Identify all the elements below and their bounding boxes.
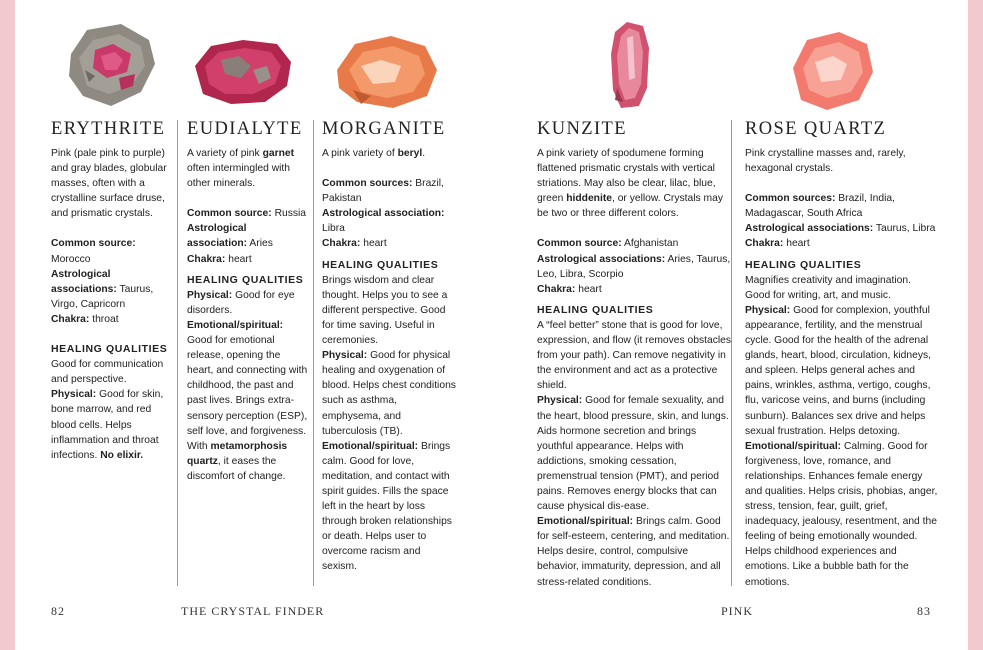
crystal-description: A variety of pink garnet often intermingled with other minerals. <box>187 148 295 190</box>
crystal-name: KUNZITE <box>537 119 627 139</box>
astrological-association: Astrological associations: Aries, Taurus, Leo, Libra, Scorpio <box>537 253 731 280</box>
chakra: Chakra: throat <box>51 313 119 325</box>
column-divider <box>177 120 178 586</box>
eudialyte-entry <box>187 118 309 484</box>
chakra: Chakra: heart <box>322 238 387 250</box>
physical-healing: Physical: Good for eye disorders. <box>187 289 295 316</box>
kunzite-specimen-image <box>605 18 655 112</box>
crystal-name: ROSE QUARTZ <box>745 119 887 139</box>
left-running-head: THE CRYSTAL FINDER <box>181 604 325 618</box>
physical-healing: Physical: Good for complexion, youthful appearance, fertility, and the menstrual cycle. Good for the health of the adrenal glands, heart, blood, circulation, kidneys, and spleen. Helps general aches and pains, wrinkles, asthma, vertigo, coughs, flu, varicose veins, and burns (including sunburn). Balances sex drive and helps sexual frustration. Helps detoxing. <box>745 304 932 437</box>
physical-healing: Physical: Good for physical healing and oxygenation of blood. Helps chest conditions such as asthma, emphysema, and tuberculosis (TB). <box>322 350 456 437</box>
left-page-number: 82 <box>51 604 65 618</box>
crystal-description: A pink variety of spodumene forming flattened prismatic crystals with vertical striations. May also be clear, lilac, blue, green hiddenite, or yellow. Crystals may be two or three different colors. <box>537 148 723 220</box>
healing-qualities-heading: HEALING QUALITIES <box>51 343 168 356</box>
crystal-name: ERYTHRITE <box>51 119 166 139</box>
chakra: Chakra: heart <box>745 238 810 250</box>
crystal-description: A pink variety of beryl. <box>322 148 426 159</box>
erythrite-specimen-image <box>65 20 161 112</box>
healing-intro: Brings wisdom and clear thought. Helps you to see a different perspective. Good for time saving. Useful in ceremonies. <box>322 274 448 347</box>
right-page-number: 83 <box>917 604 931 618</box>
chakra: Chakra: heart <box>187 253 252 265</box>
common-source: Common sources: Brazil, Pakistan <box>322 178 444 205</box>
morganite-entry <box>322 118 458 575</box>
healing-qualities-heading: HEALING QUALITIES <box>187 273 304 286</box>
astrological-association: Astrological association: Libra <box>322 208 445 235</box>
emotional-healing: Emotional/spiritual: Brings calm. Good for love, meditation, and contact with spirit guides. Fills the space left in the heart by loss through broken relationships or death. Helps user to overcome racism and sexism. <box>322 440 452 573</box>
emotional-healing: Emotional/spiritual: Calming. Good for forgiveness, love, romance, and relationships. Enhances female energy and qualities. Helps crisis, phobias, anger, stress, tension, fear, guilt, grief, inadequacy, jealousy, resentment, and the feeling of being emotionally wounded. Helps childhood experiences and emotions. Like a bubble bath for the emotions. <box>745 440 938 588</box>
right-running-head: PINK <box>721 604 754 618</box>
common-source: Common sources: Brazil, India, Madagascar, South Africa <box>745 193 895 220</box>
astrological-association: Astrological associations: Taurus, Libra <box>745 223 936 235</box>
emotional-healing: Emotional/spiritual: Brings calm. Good for self-esteem, centering, and meditation. Helps desire, control, compulsive behavior, immaturity, depression, and all stress-related conditions. <box>537 516 730 588</box>
crystal-name: MORGANITE <box>322 119 446 139</box>
healing-qualities-heading: HEALING QUALITIES <box>745 258 862 271</box>
rose-quartz-entry <box>745 118 939 590</box>
morganite-specimen-image <box>331 30 443 114</box>
common-source: Common source: Morocco <box>51 238 136 265</box>
emotional-healing: Emotional/spiritual: Good for emotional release, opening the heart, and connecting with childhood, the past and past lives. Brings extra-sensory perception (ESP), self love, and forgiveness. With metamorphosis quartz, it eases the discomfort of change. <box>187 319 308 482</box>
healing-intro: Good for communication and perspective. <box>51 359 164 386</box>
column-divider <box>731 120 732 586</box>
column-divider <box>313 120 314 586</box>
crystal-description: Pink crystalline masses and, rarely, hexagonal crystals. <box>745 148 906 175</box>
astrological-association: Astrological association: Aries <box>187 223 273 250</box>
healing-qualities-heading: HEALING QUALITIES <box>322 258 439 271</box>
astrological-association: Astrological associations: Taurus, Virgo, Capricorn <box>51 268 154 310</box>
eudialyte-specimen-image <box>191 36 295 108</box>
common-source: Common source: Russia <box>187 208 307 220</box>
rose-quartz-specimen-image <box>785 28 877 114</box>
physical-healing: Physical: Good for female sexuality, and the heart, blood pressure, skin, and lungs. Aids hormone secretion and brings youthful appearance. Helps with addictions, smoking cessation, premenstrual tension (PMT), and period pains. Removes energy blocks that can cause physical dis-ease. <box>537 395 729 513</box>
crystal-description: Pink (pale pink to purple) and gray blades, globular masses, often with a crystalline surface druse, and prismatic crystals. <box>51 148 167 220</box>
healing-intro: A “feel better” stone that is good for love, expression, and flow (it removes obstacles from your path). Can remove negativity in the environment and act as a protective shield. <box>537 319 732 392</box>
common-source: Common source: Afghanistan <box>537 238 679 250</box>
healing-intro: Magnifies creativity and imagination. Good for writing, art, and music. <box>745 274 911 301</box>
chakra: Chakra: heart <box>537 283 602 295</box>
erythrite-entry <box>51 118 173 463</box>
physical-healing: Physical: Good for skin, bone marrow, and red blood cells. Helps inflammation and throat infections. No elixir. <box>51 389 164 461</box>
crystal-name: EUDIALYTE <box>187 119 303 139</box>
healing-qualities-heading: HEALING QUALITIES <box>537 303 654 316</box>
book-spread <box>15 0 968 650</box>
kunzite-entry <box>537 118 731 590</box>
